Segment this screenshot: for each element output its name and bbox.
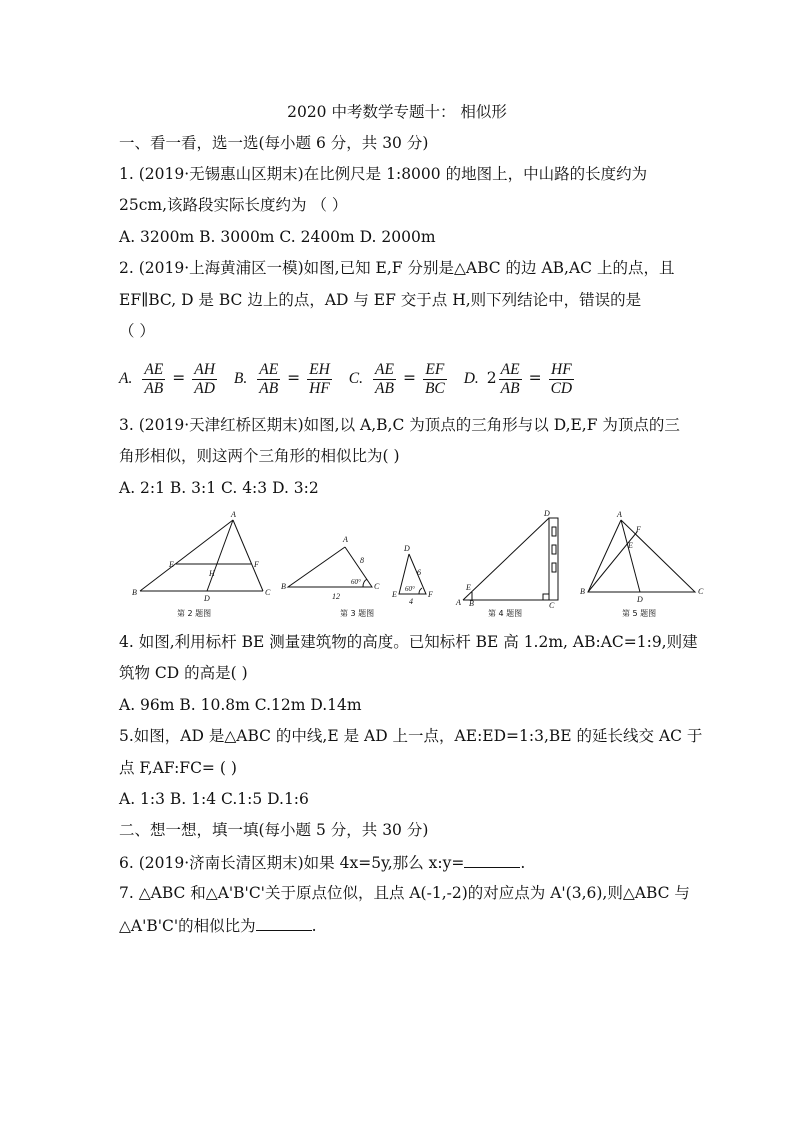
fig4-label: E — [466, 583, 471, 592]
q7-line2: △A'B'C'的相似比为 — [119, 917, 256, 935]
fig3-label: E — [392, 590, 397, 599]
fig4-caption: 第 4 题图 — [488, 609, 523, 618]
page-title: 2020 中考数学专题十： 相似形 — [287, 103, 507, 121]
fig2-label: C — [265, 588, 271, 597]
q3-line1: 3. (2019·天津红桥区期末)如图,以 A,B,C 为顶点的三角形与以 D,E,F 为顶点的三 — [119, 416, 680, 434]
figures-row — [125, 505, 715, 625]
fig4-label: A — [456, 598, 461, 607]
equals-sign: = — [287, 369, 301, 387]
q3-line2: 角形相似，则这两个三角形的相似比为( ) — [119, 447, 400, 465]
fraction: $\frac{AE}{AB}$ — [259, 360, 279, 397]
q6-text: 6. (2019·济南长清区期末)如果 4x=5y,那么 x:y= — [119, 854, 465, 872]
q1-line2: 25cm,该路段实际长度约为 （ ） — [119, 196, 348, 214]
fig2-label: E — [169, 560, 174, 569]
q2-line3: （ ） — [119, 322, 155, 340]
q7-line1: 7. △ABC 和△A'B'C'关于原点位似，且点 A(-1,-2)的对应点为 A'(3,6),则△ABC 与 — [119, 884, 690, 902]
fig2-label: H — [209, 569, 215, 578]
figure-4-diagram — [463, 518, 558, 600]
fig3-label: 12 — [332, 592, 340, 601]
q7-line2-row — [119, 914, 317, 937]
figure-5-diagram — [588, 520, 695, 592]
q2-option-c — [349, 358, 449, 399]
q4-line1: 4. 如图,利用标杆 BE 测量建筑物的高度。已知标杆 BE 高 1.2m, AB:AC=1:9,则建 — [119, 633, 698, 651]
option-prefix: 2 — [486, 369, 497, 387]
equals-sign: = — [172, 369, 186, 387]
fig3-label: A — [343, 535, 348, 544]
fraction: $\frac{HF}{CD}$ — [550, 360, 573, 397]
q2-options — [119, 358, 586, 399]
q4-line2: 筑物 CD 的高是( ) — [119, 664, 248, 682]
fig5-label: D — [637, 595, 643, 604]
fraction: $\frac{AH}{AD}$ — [194, 360, 215, 397]
q1-line1: 1. (2019·无锡惠山区期末)在比例尺是 1:8000 的地图上，中山路的长度约为 — [119, 165, 648, 183]
option-label: A. — [119, 370, 133, 387]
fraction: $\frac{AE}{AB}$ — [500, 360, 520, 397]
q2-line2: EF∥BC, D 是 BC 边上的点，AD 与 EF 交于点 H,则下列结论中，错误的是 — [119, 291, 642, 309]
q6-tail: . — [520, 854, 526, 872]
q2-option-d — [464, 358, 576, 399]
q2-line1: 2. (2019·上海黄浦区一模)如图,已知 E,F 分别是△ABC 的边 AB,AC 上的点，且 — [119, 259, 675, 277]
option-label: C. — [348, 370, 363, 387]
figure-2-diagram — [140, 520, 263, 591]
fig5-label: A — [617, 510, 622, 519]
fig5-caption: 第 5 题图 — [622, 609, 657, 618]
fig3-label: 60° — [405, 585, 415, 593]
fig2-label: F — [254, 560, 259, 569]
fraction: $\frac{AE}{AB}$ — [144, 360, 164, 397]
fraction: $\frac{EH}{HF}$ — [309, 360, 330, 397]
q2-option-b — [234, 358, 334, 399]
fig3-caption: 第 3 题图 — [340, 609, 375, 618]
fig4-label: D — [544, 509, 550, 518]
option-label: B. — [233, 370, 248, 387]
q5-options: A. 1:3 B. 1:4 C.1:5 D.1:6 — [119, 790, 309, 808]
fig3-label: 4 — [409, 597, 413, 606]
fig3-label: C — [374, 582, 380, 591]
option-label: D. — [463, 370, 479, 387]
fig3-label: 6 — [417, 568, 421, 577]
fraction: $\frac{EF}{BC}$ — [424, 360, 445, 397]
fig5-label: B — [580, 587, 585, 596]
fig5-label: E — [628, 541, 633, 550]
fig2-label: A — [231, 510, 236, 519]
fig3-label: 8 — [360, 556, 364, 565]
q3-options: A. 2:1 B. 3:1 C. 4:3 D. 3:2 — [119, 479, 319, 497]
fig3-label: B — [281, 582, 286, 591]
fraction: $\frac{AE}{AB}$ — [375, 360, 394, 397]
fig3-label: D — [404, 544, 410, 553]
q7-tail: . — [311, 917, 317, 935]
fig3-label: F — [428, 590, 433, 599]
q2-option-a — [119, 358, 219, 399]
fig2-label: B — [132, 588, 137, 597]
q4-options: A. 96m B. 10.8m C.12m D.14m — [119, 696, 362, 714]
fig5-label: C — [698, 587, 704, 596]
equals-sign: = — [402, 369, 416, 387]
fig3-label: 60° — [351, 578, 361, 586]
q6-line — [119, 851, 525, 874]
section-2-heading: 二、想一想，填一填(每小题 5 分，共 30 分) — [119, 821, 429, 839]
answer-blank[interactable] — [256, 914, 312, 931]
fig2-caption: 第 2 题图 — [177, 609, 212, 618]
answer-blank[interactable] — [464, 851, 520, 868]
q5-line1: 5.如图，AD 是△ABC 的中线,E 是 AD 上一点，AE:ED=1:3,BE 的延长线交 AC 于 — [119, 727, 703, 745]
fig4-label: B — [469, 599, 474, 608]
fig2-label: D — [204, 594, 210, 603]
q5-line2: 点 F,AF:FC= ( ) — [119, 759, 237, 777]
fig4-label: C — [549, 601, 555, 610]
q1-options: A. 3200m B. 3000m C. 2400m D. 2000m — [119, 228, 436, 246]
section-1-heading: 一、看一看，选一选(每小题 6 分，共 30 分) — [119, 134, 429, 152]
fig5-label: F — [636, 525, 641, 534]
equals-sign: = — [528, 369, 542, 387]
